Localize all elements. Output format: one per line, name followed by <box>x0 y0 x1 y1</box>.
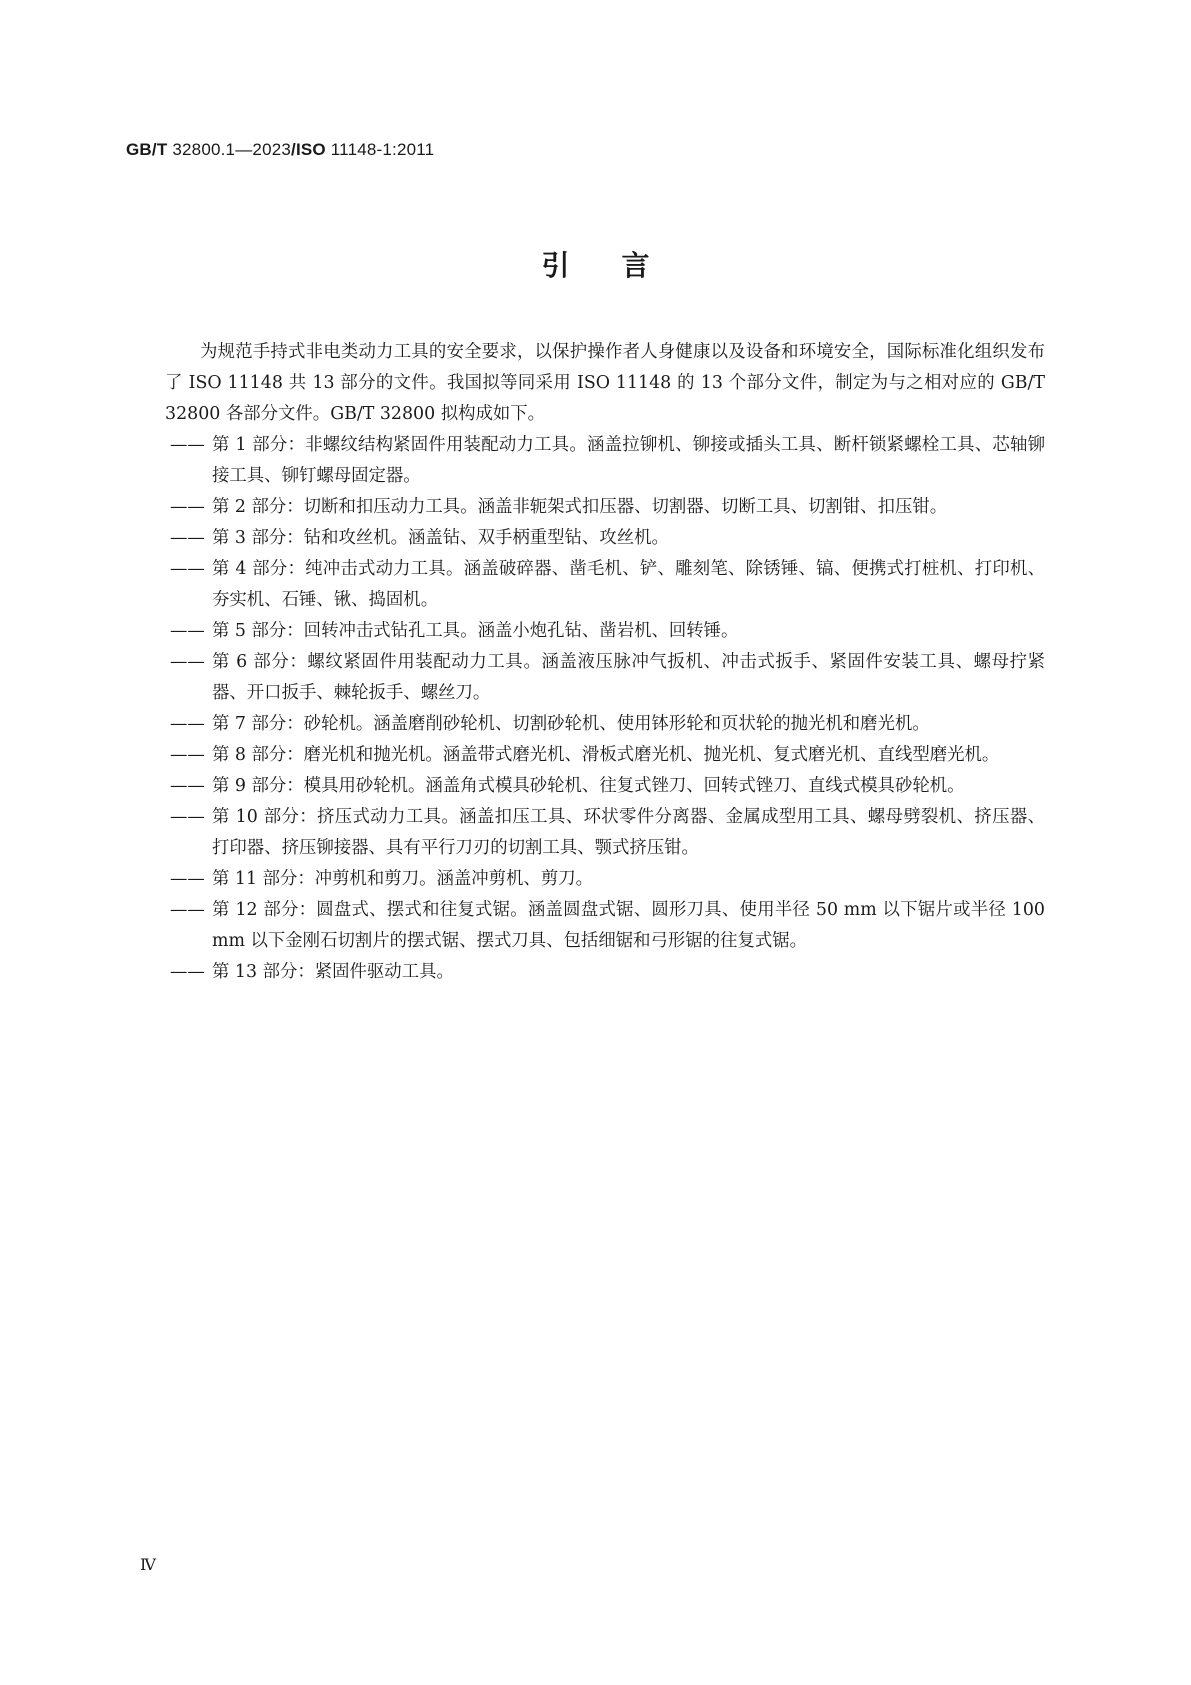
list-item <box>165 864 1045 895</box>
page-number: Ⅳ <box>140 1555 156 1574</box>
part-text: 第 11 部分：冲剪机和剪刀。涵盖冲剪机、剪刀。 <box>212 869 593 889</box>
list-item <box>165 616 1045 647</box>
list-item <box>165 895 1045 957</box>
list-item <box>165 523 1045 554</box>
dash-marker: —— <box>170 559 205 579</box>
part-text: 第 7 部分：砂轮机。涵盖磨削砂轮机、切割砂轮机、使用钵形轮和页状轮的抛光机和磨光机。 <box>212 714 930 734</box>
dash-marker: —— <box>170 497 205 517</box>
introduction-body <box>165 337 1045 988</box>
part-text: 第 6 部分：螺纹紧固件用装配动力工具。涵盖液压脉冲气扳机、冲击式扳手、紧固件安装工具、螺母拧紧器、开口扳手、棘轮扳手、螺丝刀。 <box>212 652 1045 703</box>
dash-marker: —— <box>170 869 205 889</box>
dash-marker: —— <box>170 745 205 765</box>
list-item <box>165 492 1045 523</box>
list-item <box>165 430 1045 492</box>
dash-marker: —— <box>170 528 205 548</box>
list-item <box>165 709 1045 740</box>
standard-number: 32800.1—2023 <box>172 140 292 159</box>
list-item <box>165 771 1045 802</box>
dash-marker: —— <box>170 776 205 796</box>
dash-marker: —— <box>170 652 205 672</box>
list-item <box>165 957 1045 988</box>
list-item <box>165 740 1045 771</box>
dash-marker: —— <box>170 621 205 641</box>
standard-prefix: GB/T <box>126 140 168 159</box>
part-text: 第 12 部分：圆盘式、摆式和往复式锯。涵盖圆盘式锯、圆形刀具、使用半径 50 mm 以下锯片或半径 100 mm 以下金刚石切割片的摆式锯、摆式刀具、包括细锯和弓形锯的往复式锯。 <box>212 900 1045 951</box>
list-item <box>165 554 1045 616</box>
intro-paragraph: 为规范手持式非电类动力工具的安全要求，以保护操作者人身健康以及设备和环境安全，国际标准化组织发布了 ISO 11148 共 13 部分的文件。我国拟等同采用 ISO 11148 的 13 个部分文件，制定为与之相对应的 GB/T 32800 各部分文件。GB/T 32800 拟构成如下。 <box>165 342 1045 424</box>
dash-marker: —— <box>170 962 205 982</box>
list-item <box>165 802 1045 864</box>
page-title: 引言 <box>541 249 702 282</box>
part-text: 第 13 部分：紧固件驱动工具。 <box>212 962 454 982</box>
list-item <box>165 647 1045 709</box>
document-code-header <box>126 140 434 160</box>
dash-marker: —— <box>170 714 205 734</box>
dash-marker: —— <box>170 807 205 827</box>
part-text: 第 3 部分：钻和攻丝机。涵盖钻、双手柄重型钻、攻丝机。 <box>212 528 669 548</box>
part-text: 第 1 部分：非螺纹结构紧固件用装配动力工具。涵盖拉铆机、铆接或插头工具、断杆锁紧螺栓工具、芯轴铆接工具、铆钉螺母固定器。 <box>212 435 1045 486</box>
dash-marker: —— <box>170 900 205 920</box>
iso-prefix: /ISO <box>291 140 326 159</box>
part-text: 第 4 部分：纯冲击式动力工具。涵盖破碎器、凿毛机、铲、雕刻笔、除锈锤、镐、便携式打桩机、打印机、夯实机、石锤、锹、捣固机。 <box>212 559 1045 610</box>
part-text: 第 5 部分：回转冲击式钻孔工具。涵盖小炮孔钻、凿岩机、回转锤。 <box>212 621 739 641</box>
dash-marker: —— <box>170 435 205 455</box>
part-text: 第 9 部分：模具用砂轮机。涵盖角式模具砂轮机、往复式锉刀、回转式锉刀、直线式模具砂轮机。 <box>212 776 965 796</box>
parts-list <box>165 430 1045 988</box>
iso-number: 11148-1:2011 <box>330 140 435 159</box>
part-text: 第 8 部分：磨光机和抛光机。涵盖带式磨光机、滑板式磨光机、抛光机、复式磨光机、直线型磨光机。 <box>212 745 1000 765</box>
part-text: 第 2 部分：切断和扣压动力工具。涵盖非轭架式扣压器、切割器、切断工具、切割钳、扣压钳。 <box>212 497 948 517</box>
part-text: 第 10 部分：挤压式动力工具。涵盖扣压工具、环状零件分离器、金属成型用工具、螺母劈裂机、挤压器、打印器、挤压铆接器、具有平行刀刃的切割工具、颚式挤压钳。 <box>212 807 1045 858</box>
